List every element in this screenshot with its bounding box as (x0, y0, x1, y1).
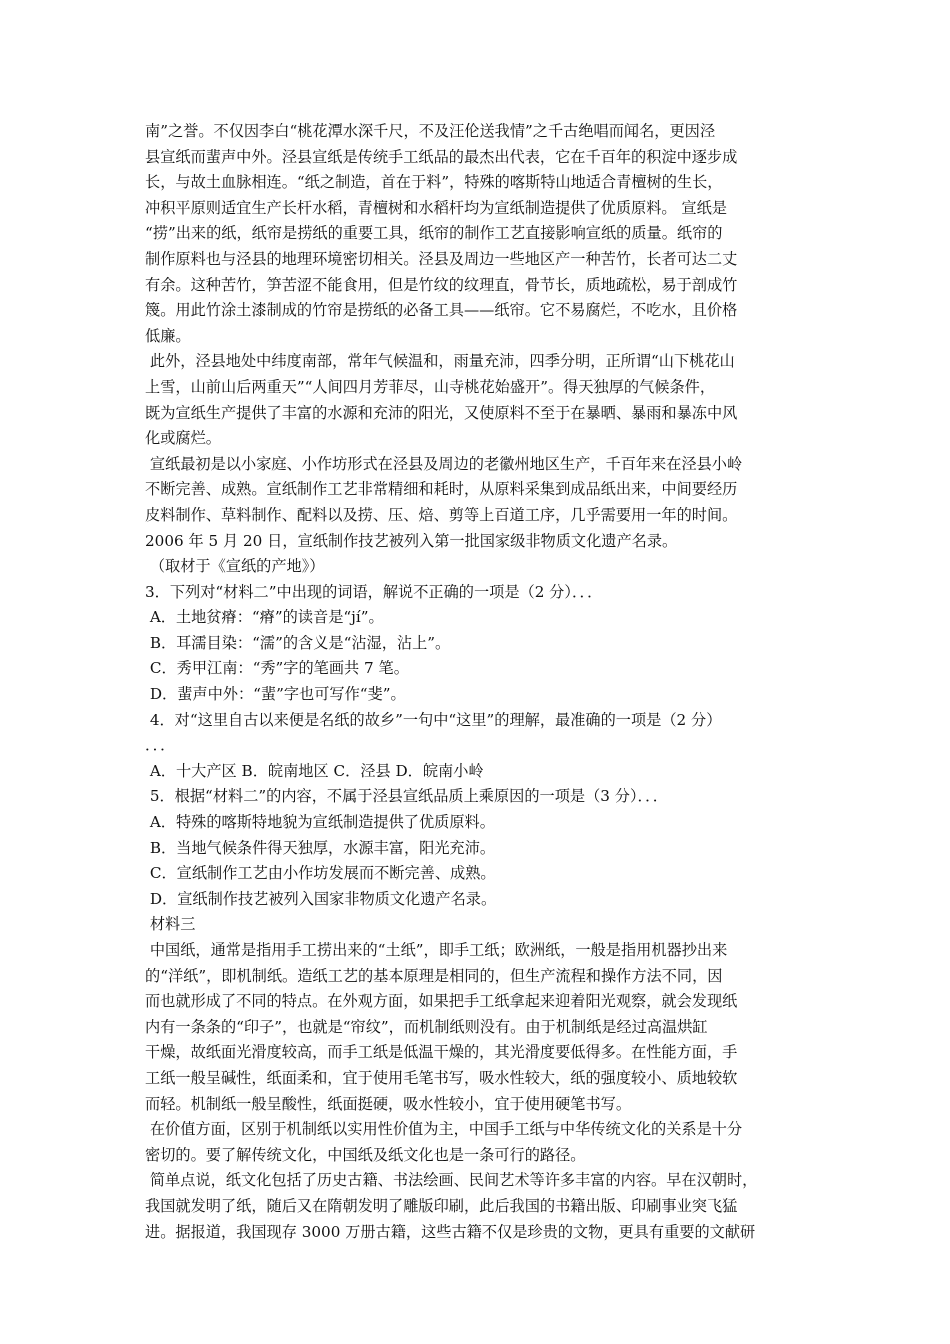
text-line: 密切的。要了解传统文化，中国纸及纸文化也是一条可行的路径。 (145, 1145, 586, 1164)
text-line: 内有一条条的“印子”，也就是“帘纹”，而机制纸则没有。由于机制纸是经过高温烘缸 (145, 1017, 708, 1036)
text-line: 上雪，山前山后两重天”“人间四月芳菲尽，山寺桃花始盛开”。得天独厚的气候条件， (145, 377, 716, 396)
text-line: 南”之誉。不仅因李白“桃花潭水深千尺，不及汪伦送我情”之千古绝唱而闻名，更因泾 (145, 122, 716, 140)
text-line: 简单点说，纸文化包括了历史古籍、书法绘画、民间艺术等许多丰富的内容。早在汉朝时， (145, 1171, 758, 1190)
text-line: 的“洋纸”，即机制纸。造纸工艺的基本原理是相同的，但生产流程和操作方法不同，因 (145, 966, 723, 985)
text-line: 工纸一般呈碱性，纸面柔和，宜于使用毛笔书写，吸水性较大，纸的强度较小、质地较软 (145, 1068, 738, 1087)
text-line: 化或腐烂。 (145, 429, 221, 448)
text-line: 宣纸最初是以小家庭、小作坊形式在泾县及周边的老徽州地区生产，千百年来在泾县小岭 (145, 454, 743, 473)
text-line: “捞”出来的纸，纸帘是捞纸的重要工具，纸帘的制作工艺直接影响宣纸的质量。纸帘的 (145, 224, 723, 243)
text-line: A．土地贫瘠：“瘠”的读音是“jí”。 (145, 608, 384, 627)
text-line: 中国纸，通常是指用手工捞出来的“土纸”，即手工纸；欧洲纸，一般是指用机器抄出来 (145, 941, 728, 959)
text-line: C．秀甲江南：“秀”字的笔画共 7 笔。 (145, 659, 409, 678)
text-line: 低廉。 (145, 326, 191, 345)
text-line: A．十大产区 B．皖南地区 C．泾县 D．皖南小岭 (145, 761, 484, 780)
text-line: 4．对“这里自古以来便是名纸的故乡”一句中“这里”的理解，最准确的一项是（2 分） (145, 710, 722, 729)
text-line: 有余。这种苦竹，笋苦涩不能食用，但是竹纹的纹理直，骨节长，质地疏松，易于剖成竹 (145, 275, 738, 294)
text-line: 材料三 (145, 915, 196, 934)
text-line: 我国就发明了纸，随后又在隋朝发明了雕版印刷，此后我国的书籍出版、印刷事业突飞猛 (145, 1196, 738, 1215)
document-body (145, 119, 825, 1245)
text-line: 干燥，故纸面光滑度较高，而手工纸是低温干燥的，其光滑度要低得多。在性能方面，手 (145, 1043, 738, 1062)
text-line: 而也就形成了不同的特点。在外观方面，如果把手工纸拿起来迎着阳光观察，就会发现纸 (145, 992, 738, 1011)
text-line: 在价值方面，区别于机制纸以实用性价值为主，中国手工纸与中华传统文化的关系是十分 (145, 1120, 743, 1139)
text-line: 既为宣纸生产提供了丰富的水源和充沛的阳光，又使原料不至于在暴晒、暴雨和暴冻中风 (145, 403, 738, 422)
text-line: 不断完善、成熟。宣纸制作工艺非常精细和耗时，从原料采集到成品纸出来，中间要经历 (145, 480, 738, 499)
text-line: 皮料制作、草料制作、配料以及捞、压、焙、剪等上百道工序，几乎需要用一年的时间。 (145, 505, 738, 524)
text-line: C．宣纸制作工艺由小作坊发展而不断完善、成熟。 (145, 864, 496, 883)
text-line: 3．下列对“材料二”中出现的词语，解说不正确的一项是（2 分）．．． (145, 582, 603, 601)
text-line: 县宣纸而蜚声中外。泾县宣纸是传统手工纸品的最杰出代表，它在千百年的积淀中逐步成 (145, 147, 738, 166)
text-line: B．耳濡目染：“濡”的含义是“沾湿，沾上”。 (145, 633, 451, 652)
text-line: 而轻。机制纸一般呈酸性，纸面挺硬，吸水性较小，宜于使用硬笔书写。 (145, 1094, 631, 1113)
text-line: 此外，泾县地处中纬度南部，常年气候温和，雨量充沛，四季分明，正所谓“山下桃花山 (145, 352, 735, 371)
text-line: 长，与故土血脉相连。“纸之制造，首在于料”，特殊的喀斯特山地适合青檀树的生长， (145, 173, 723, 192)
text-line: 冲积平原则适宜生产长杆水稻，青檀树和水稻杆均为宣纸制造提供了优质原料。 宣纸是 (145, 198, 727, 217)
text-line: 进。据报道，我国现存 3000 万册古籍，这些古籍不仅是珍贵的文物，更具有重要的文献研 (145, 1222, 756, 1241)
text-line: 2006 年 5 月 20 日，宣纸制作技艺被列入第一批国家级非物质文化遗产名录。 (145, 531, 678, 550)
text-line: 制作原料也与泾县的地理环境密切相关。泾县及周边一些地区产一种苦竹，长者可达二丈 (145, 249, 738, 268)
text-line: D．宣纸制作技艺被列入国家非物质文化遗产名录。 (145, 889, 497, 908)
text-line: D．蜚声中外：“蜚”字也可写作“斐”。 (145, 685, 406, 704)
text-line: ．．． (145, 736, 176, 755)
text-line: 5．根据“材料二”的内容，不属于泾县宣纸品质上乘原因的一项是（3 分）．．． (145, 787, 668, 806)
text-line: （取材于《宣纸的产地》） (145, 557, 325, 576)
text-line: 篾。用此竹涂土漆制成的竹帘是捞纸的必备工具——纸帘。它不易腐烂，不吃水，且价格 (145, 301, 738, 320)
text-line: A．特殊的喀斯特地貌为宣纸制造提供了优质原料。 (145, 813, 495, 832)
text-line: B．当地气候条件得天独厚，水源丰富，阳光充沛。 (145, 838, 496, 857)
